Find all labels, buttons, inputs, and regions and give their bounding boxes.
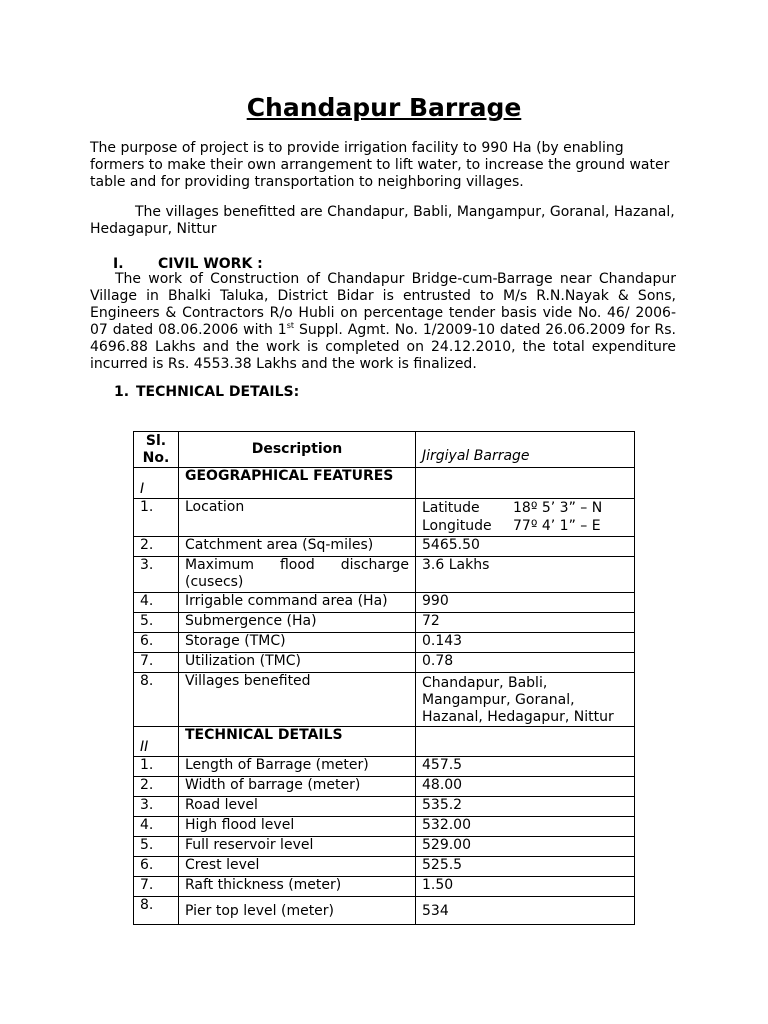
section-row-technical [134,727,635,757]
table-row [134,817,635,837]
table-header-row [134,432,635,468]
section-value [416,727,635,757]
row-description: Storage (TMC) [179,633,416,653]
row-sl: 8. [134,897,179,925]
row-sl: 6. [134,633,179,653]
villages-paragraph: The villages benefitted are Chandapur, Babli, Mangampur, Goranal, Hazanal, Hedagapur, Nittur [90,204,675,237]
civil-work-text-1: The work of Construction of Chandapur Bridge-cum-Barrage near Chandapur Village in Bhalki Taluka, District Bidar is entrusted to M/s R.N.Nayak & Sons, Engineers & Contractors R/o Hubli on percentage tender basis vide No. 46/ 2006-07 dated 08.06.2006 with 1 [90,271,676,338]
row-sl: 5. [134,613,179,633]
section-label: TECHNICAL DETAILS [179,727,416,757]
table-row [134,633,635,653]
row-sl: 2. [134,537,179,557]
row-sl: 5. [134,837,179,857]
row-description: Length of Barrage (meter) [179,757,416,777]
row-value: 534 [416,897,635,925]
row-value: 535.2 [416,797,635,817]
section-numeral: I [134,468,179,499]
latitude-label: Latitude [422,500,480,516]
table-row [134,877,635,897]
table-row [134,797,635,817]
intro-paragraph: The purpose of project is to provide irrigation facility to 990 Ha (by enabling formers to make their own arrangement to lift water, to increase the ground water table and for providing transportation to neighboring villages. [90,140,670,190]
table-row [134,837,635,857]
section-value [416,468,635,499]
row-value: 48.00 [416,777,635,797]
row-value: 532.00 [416,817,635,837]
row-description [179,557,416,593]
row-sl: 2. [134,777,179,797]
table-row-location [134,499,635,537]
header-sl-no: Sl. No. [134,432,179,468]
header-barrage-name: Jirgiyal Barrage [416,432,635,468]
row-sl: 7. [134,653,179,673]
row-description: Pier top level (meter) [179,897,416,925]
row-value: 5465.50 [416,537,635,557]
section-row-geographical [134,468,635,499]
table-row [134,897,635,925]
table-row [134,557,635,593]
row-sl: 7. [134,877,179,897]
row-sl: 1. [134,499,179,537]
row-description: Submergence (Ha) [179,613,416,633]
longitude-value: 77º 4’ 1” – E [513,518,601,534]
longitude-label: Longitude [422,518,492,534]
row-description: Crest level [179,857,416,877]
table-row [134,653,635,673]
civil-work-heading: CIVIL WORK : [158,256,263,272]
row-sl: 3. [134,557,179,593]
header-description: Description [179,432,416,468]
civil-work-text-2: Suppl. Agmt. No. 1/2009-10 dated 26.06.2009 for Rs. 4696.88 Lakhs and the work is completed on 24.12.2010, the total expenditure incurred is Rs. 4553.38 Lakhs and the work is finalized. [90,322,676,372]
row-sl: 4. [134,593,179,613]
table-row [134,673,635,727]
page-title: Chandapur Barrage [246,93,522,122]
table-row [134,537,635,557]
row-sl: 6. [134,857,179,877]
latitude-value: 18º 5’ 3” – N [513,500,603,516]
civil-work-superscript: st [286,321,295,330]
row-description: Location [179,499,416,537]
table-row [134,613,635,633]
row-value: 3.6 Lakhs [416,557,635,593]
technical-details-table [133,431,635,925]
row-value: 529.00 [416,837,635,857]
technical-details-heading: TECHNICAL DETAILS: [136,384,300,400]
row-sl: 1. [134,757,179,777]
row-description: Irrigable command area (Ha) [179,593,416,613]
row-description-line-2: (cusecs) [185,574,244,590]
row-value: 525.5 [416,857,635,877]
row-description: Raft thickness (meter) [179,877,416,897]
row-description: Full reservoir level [179,837,416,857]
row-value: Chandapur, Babli, Mangampur, Goranal, Hazanal, Hedagapur, Nittur [416,673,635,727]
row-value: 0.78 [416,653,635,673]
row-sl: 8. [134,673,179,727]
civil-work-paragraph [90,271,676,373]
table-row [134,777,635,797]
row-description: Villages benefited [179,673,416,727]
row-value: 0.143 [416,633,635,653]
row-description: Width of barrage (meter) [179,777,416,797]
row-description: Road level [179,797,416,817]
row-value: 457.5 [416,757,635,777]
table-row [134,757,635,777]
row-value: 990 [416,593,635,613]
row-sl: 3. [134,797,179,817]
row-value: 1.50 [416,877,635,897]
section-numeral: II [134,727,179,757]
row-description: Catchment area (Sq-miles) [179,537,416,557]
section-label: GEOGRAPHICAL FEATURES [179,468,416,499]
civil-work-numeral: I. [113,256,124,272]
technical-details-number: 1. [114,384,130,400]
row-value [416,499,635,537]
row-sl: 4. [134,817,179,837]
row-description: Utilization (TMC) [179,653,416,673]
table-row [134,593,635,613]
row-description: High flood level [179,817,416,837]
row-value: 72 [416,613,635,633]
table-row [134,857,635,877]
row-description-line-1: Maximum flood discharge [185,557,409,573]
